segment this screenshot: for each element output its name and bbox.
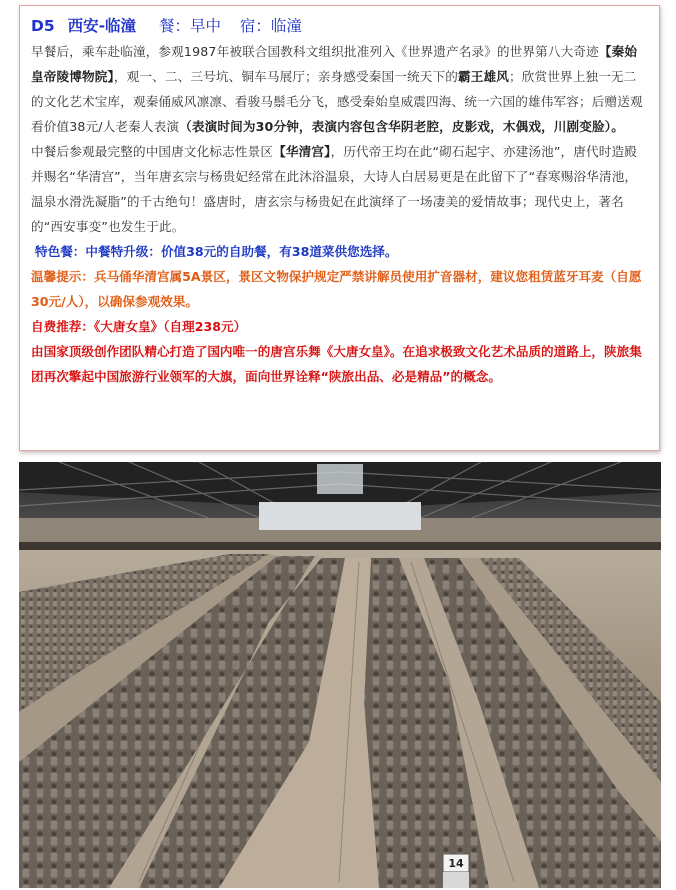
palace-name: 【华清宫】 bbox=[273, 144, 331, 159]
bold-phrase: 霸王雄风 bbox=[458, 69, 509, 84]
optional-show: 自费推荐：《大唐女皇》（自理238元） bbox=[31, 319, 247, 334]
stay-info: 宿：临潼 bbox=[239, 17, 302, 35]
special-meal: 特色餐：中餐特升级：价值38元的自助餐，有38道菜供您选择。 bbox=[35, 244, 398, 259]
terracotta-warriors-photo bbox=[19, 462, 661, 888]
paragraph-huaqing: 中餐后参观最完整的中国唐文化标志性景区【华清宫】，历代帝王均在此“砌石起宇、亦建汤池”，唐代时造殿并赐名“华清宫”，当年唐玄宗与杨贵妃经常在此沐浴温泉，大诗人白居易更是在此留下了“春寒赐浴华清池，温泉水滑洗凝脂”的千古绝句！盛唐时，唐玄宗与杨贵妃在此演绎了一场凄美的爱情故事；现代史上，著名的“西安事变”也发生于此。 bbox=[31, 144, 638, 234]
show-note: （表演时间为30分钟，表演内容包含华阴老腔，皮影戏，木偶戏，川剧变脸）。 bbox=[179, 119, 624, 134]
museum-name: 【秦始皇帝陵博物院】 bbox=[31, 44, 638, 84]
itinerary-day-card bbox=[19, 5, 660, 451]
day-route: 西安-临潼 bbox=[67, 17, 137, 35]
show-description: 由国家顶级创作团队精心打造了国内唯一的唐宫乐舞《大唐女皇》。在追求极致文化艺术品质的道路上，陕旅集团再次擎起中国旅游行业领军的大旗，面向世界诠释“陕旅出品、必是精品”的概念。 bbox=[31, 344, 642, 384]
day-number: D5 bbox=[31, 17, 55, 35]
paragraph-terracotta: 早餐后，乘车赴临潼，参观1987年被联合国教科文组织批准列入《世界遗产名录》的世界第八大奇迹【秦始皇帝陵博物院】，观一、二、三号坑、铜车马展厅；亲身感受秦国一统天下的霸王雄风；欣赏世界上独一无二的文化艺术宝库，观秦俑威风凛凛、看骏马鬃毛分飞，感受秦始皇威震四海、统一六国的雄伟军容；后赠送观看价值38元/人老秦人表演（表演时间为30分钟，表演内容包含华阴老腔，皮影戏，木偶戏，川剧变脸）。 bbox=[31, 44, 643, 134]
warm-tip: 温馨提示：兵马俑华清宫属5A景区，景区文物保护规定严禁讲解员使用扩音器材，建议您租赁蓝牙耳麦（自愿30元/人），以确保参观效果。 bbox=[31, 269, 642, 309]
day-header bbox=[31, 14, 649, 38]
meals-info: 餐：早中 bbox=[158, 17, 221, 35]
pit-number-sign: 14 bbox=[448, 857, 464, 870]
